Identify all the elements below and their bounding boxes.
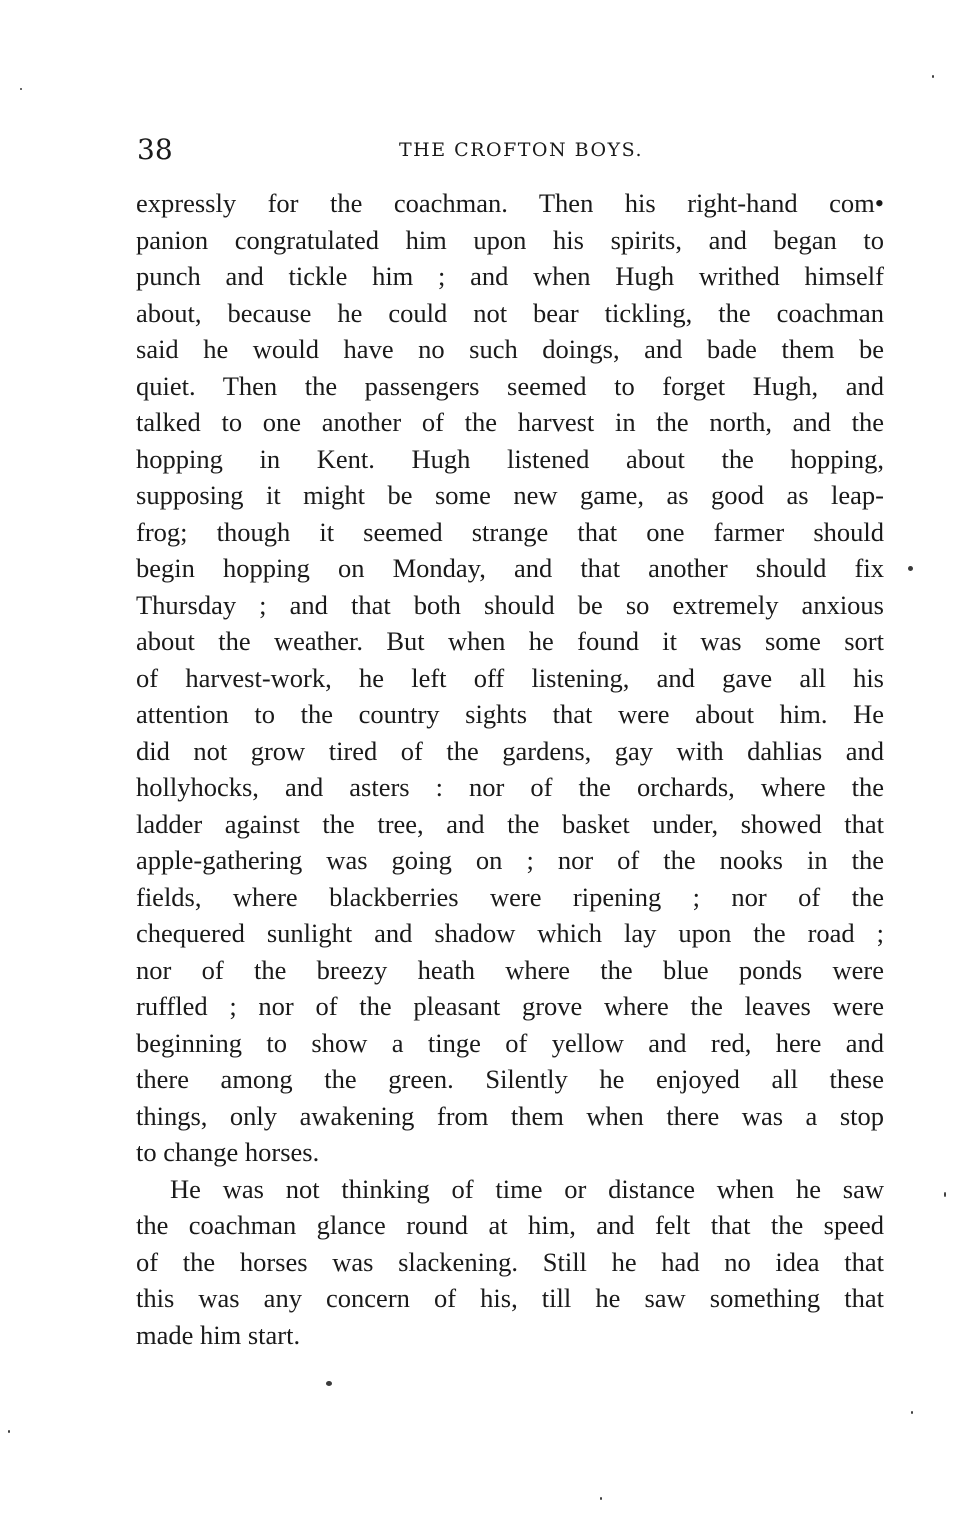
scan-speck (326, 1381, 332, 1386)
text-line: attention to the country sights that were about him. He (136, 699, 884, 729)
paragraph (136, 1171, 884, 1354)
page-header (137, 130, 885, 170)
text-line: beginning to show a tinge of yellow and red, here and (136, 1027, 884, 1058)
scan-speck (908, 566, 913, 571)
scan-speck (20, 88, 22, 90)
text-line: ruffled ; nor of the pleasant grove where the leaves were (136, 991, 884, 1021)
text-line: fields, where blackberries were ripening ; nor of the (136, 881, 884, 912)
text-line: did not grow tired of the gardens, gay with dahlias and (136, 735, 884, 766)
text-line: about the weather. But when he found it was some sort (136, 626, 884, 656)
text-line: to change horses. (136, 1137, 320, 1167)
text-line: the coachman glance round at him, and felt that the speed (136, 1210, 884, 1240)
scan-speck (8, 1430, 10, 1433)
text-line: there among the green. Silently he enjoyed all these (136, 1064, 884, 1094)
text-line: He was not thinking of time or distance when he saw (170, 1173, 884, 1204)
text-line: expressly for the coachman. Then his right-hand com• (136, 188, 884, 218)
text-line: of harvest-work, he left off listening, and gave all his (136, 662, 884, 693)
text-line: supposing it might be some new game, as good as leap- (136, 480, 884, 510)
running-head: THE CROFTON BOYS. (399, 139, 643, 161)
text-line: ladder against the tree, and the basket under, showed that (136, 808, 884, 839)
text-line: hopping in Kent. Hugh listened about the hopping, (136, 443, 884, 474)
text-line: panion congratulated him upon his spirits, and began to (136, 224, 884, 255)
text-line: talked to one another of the harvest in the north, and the (136, 407, 884, 437)
text-line: begin hopping on Monday, and that another should fix (136, 553, 884, 583)
body-text (136, 185, 884, 1353)
text-line: frog; though it seemed strange that one farmer should (136, 516, 884, 547)
text-line: hollyhocks, and asters : nor of the orchards, where the (136, 772, 884, 802)
scan-speck (944, 1192, 946, 1197)
paragraph (136, 185, 884, 1171)
text-line: about, because he could not bear tickling, the coachman (136, 297, 884, 328)
scan-speck (600, 1497, 602, 1500)
text-line: things, only awakening from them when there was a stop (136, 1100, 884, 1131)
scan-speck (932, 75, 934, 78)
text-line: apple-gathering was going on ; nor of the nooks in the (136, 845, 884, 875)
text-line: Thursday ; and that both should be so extremely anxious (136, 589, 884, 620)
text-line: this was any concern of his, till he saw something that (136, 1283, 884, 1313)
page-number: 38 (137, 133, 173, 166)
text-line: quiet. Then the passengers seemed to forget Hugh, and (136, 370, 884, 401)
text-line: nor of the breezy heath where the blue ponds were (136, 954, 884, 985)
scan-speck (911, 1411, 913, 1414)
text-line: said he would have no such doings, and bade them be (136, 334, 884, 364)
text-line: made him start. (136, 1319, 301, 1350)
text-line: punch and tickle him ; and when Hugh writhed himself (136, 261, 884, 291)
text-line: of the horses was slackening. Still he had no idea that (136, 1246, 884, 1277)
text-line: chequered sunlight and shadow which lay upon the road ; (136, 918, 884, 948)
